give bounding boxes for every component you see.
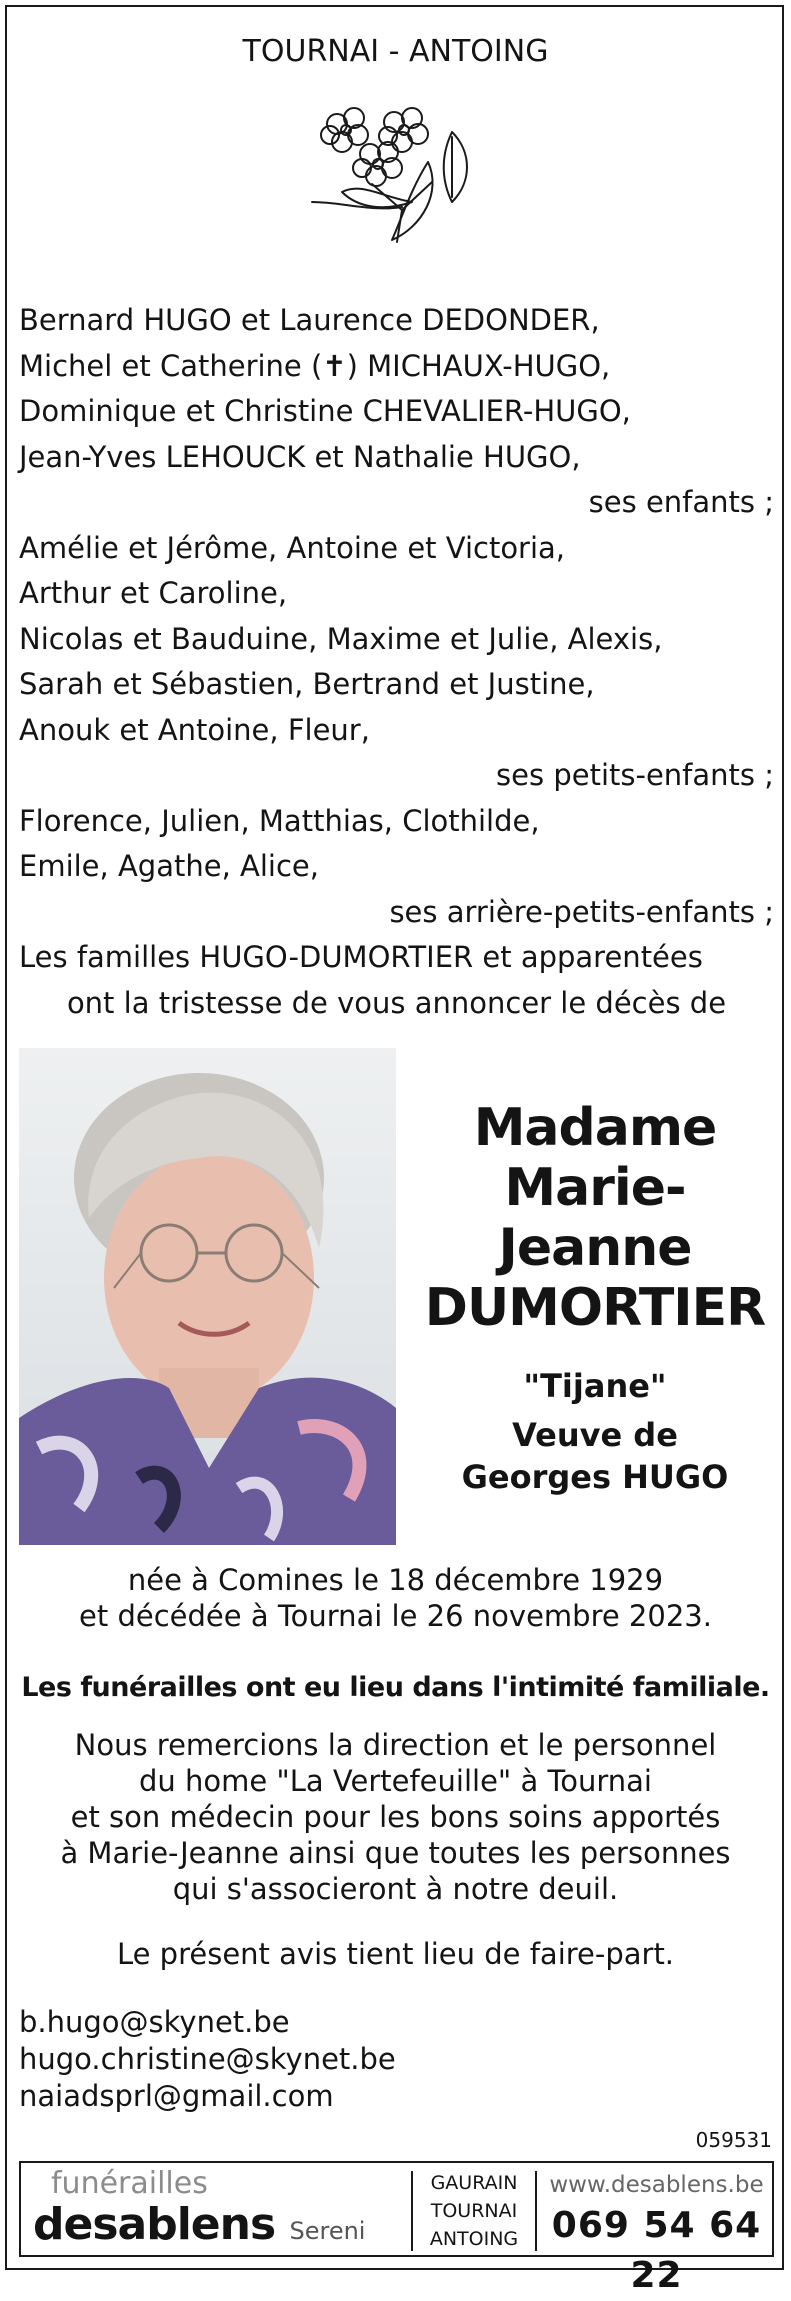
brand-main: desablens [33, 2199, 276, 2250]
family-line: Emile, Agathe, Alice, [19, 849, 319, 883]
thanks-line: Nous remercions la direction et le personnel [74, 1728, 717, 1762]
brand-top: funérailles [51, 2166, 208, 2201]
family-line: Jean-Yves LEHOUCK et Nathalie HUGO, [19, 439, 581, 474]
death-line: et décédée à Tournai le 26 novembre 2023. [79, 1599, 712, 1633]
thanks-line: et son médecin pour les bons soins apportés [70, 1800, 721, 1834]
family-line: Sarah et Sébastien, Bertrand et Justine, [19, 667, 595, 701]
thanks-paragraph [0, 1727, 791, 1907]
widow-line-1: Veuve de [512, 1416, 678, 1454]
family-line: Arthur et Caroline, [19, 576, 288, 610]
deceased-name-block [410, 1098, 780, 1498]
phone-number[interactable]: 069 54 64 22 [551, 2205, 762, 2296]
thanks-line: qui s'associeront à notre deuil. [172, 1872, 619, 1906]
email-link[interactable]: hugo.christine@skynet.be [19, 2042, 396, 2076]
divider [535, 2171, 537, 2251]
family-line: Dominique et Christine CHEVALIER-HUGO, [19, 394, 631, 428]
town: TOURNAI [430, 2200, 518, 2222]
family-line: ses petits-enfants ; [496, 758, 774, 792]
deceased-last-name: DUMORTIER [424, 1278, 766, 1338]
thanks-line: du home "La Vertefeuille" à Tournai [138, 1764, 652, 1798]
town: GAURAIN [430, 2172, 518, 2194]
funerals-note: Les funérailles ont eu lieu dans l'intimité familiale. [21, 1672, 770, 1703]
towns-list [417, 2169, 531, 2253]
email-list [19, 2004, 396, 2115]
family-list [19, 298, 774, 1026]
region-title: TOURNAI - ANTOING [242, 34, 549, 69]
deceased-nickname: "Tijane" [523, 1367, 667, 1405]
deceased-first-name: Marie-Jeanne [498, 1158, 692, 1278]
contact-block [539, 2169, 774, 2301]
reference-number: 059531 [695, 2128, 772, 2152]
website-link[interactable]: www.desablens.be [549, 2172, 764, 2198]
funeral-home-footer [19, 2161, 774, 2296]
family-line: Les familles HUGO-DUMORTIER et apparentées [19, 940, 703, 974]
thanks-line: à Marie-Jeanne ainsi que toutes les personnes [60, 1836, 731, 1870]
widow-line-2: Georges HUGO [461, 1458, 729, 1496]
email-link[interactable]: b.hugo@skynet.be [19, 2005, 290, 2039]
family-line: Nicolas et Bauduine, Maxime et Julie, Alexis, [19, 621, 663, 656]
notice-line: Le présent avis tient lieu de faire-part. [116, 1937, 675, 1971]
family-line: Amélie et Jérôme, Antoine et Victoria, [19, 530, 566, 565]
family-line: Anouk et Antoine, Fleur, [19, 712, 370, 747]
family-line: Michel et Catherine (✝) MICHAUX-HUGO, [19, 348, 611, 383]
town: ANTOING [429, 2228, 519, 2250]
portrait-photo [19, 1048, 396, 1545]
family-line: ont la tristesse de vous annoncer le décès de [66, 985, 727, 1020]
dates-block [0, 1562, 791, 1634]
birth-line: née à Comines le 18 décembre 1929 [127, 1563, 664, 1597]
family-line: Bernard HUGO et Laurence DEDONDER, [19, 303, 600, 337]
brand-logo [33, 2167, 403, 2255]
family-line: ses enfants ; [588, 485, 774, 519]
family-line: ses arrière-petits-enfants ; [389, 894, 774, 929]
family-line: Florence, Julien, Matthias, Clothilde, [19, 803, 540, 838]
brand-sub: Sereni [289, 2217, 366, 2245]
divider [411, 2171, 413, 2251]
flower-sprig-icon [302, 102, 497, 247]
deceased-title: Madame [473, 1098, 717, 1158]
email-link[interactable]: naiadsprl@gmail.com [19, 2079, 334, 2113]
